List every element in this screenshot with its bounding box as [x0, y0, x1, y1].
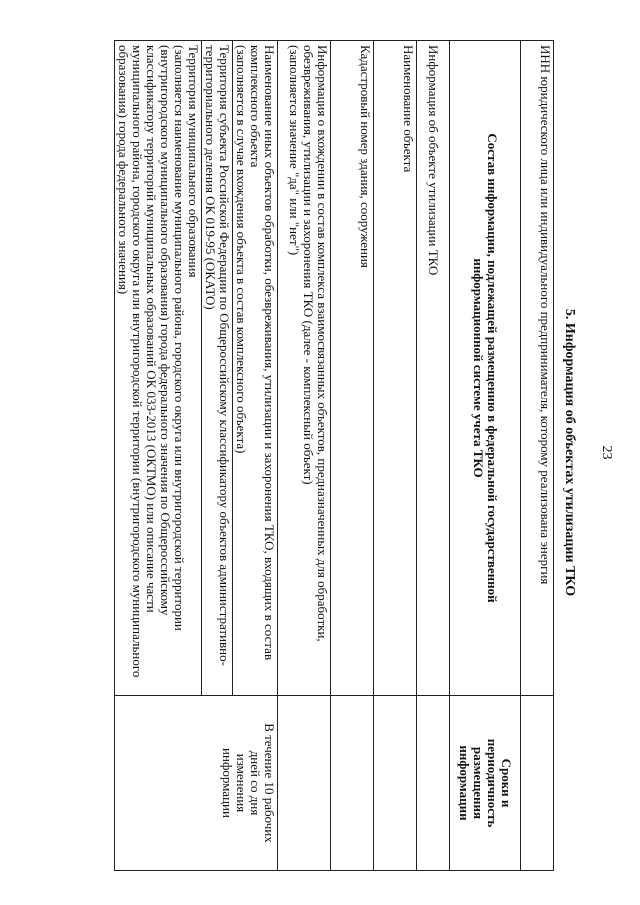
inn-period-cell	[521, 696, 554, 871]
row-complex-membership-text: Информация о вхождении в состав комплекса взаимосвязанных объектов, предназначенных для обработки, обезвреживания, утилизации и захоронения ТКО (далее - комплексный объект)	[301, 45, 330, 642]
row-cadastral-number: Кадастровый номер здания, сооружения	[331, 41, 374, 696]
header-period-line3: размещения	[471, 746, 486, 820]
row-complex-membership	[278, 41, 331, 696]
subheader-cell: Информация об объекте утилизации ТКО	[417, 41, 450, 696]
row-object-name: Наименование объекта	[374, 41, 417, 696]
period-cell-empty	[417, 696, 450, 871]
row-other-objects	[233, 41, 278, 696]
table-row	[417, 41, 450, 871]
row-other-objects-note: (заполняется в случае вхождения объекта в состав комплексного объекта)	[234, 45, 249, 454]
table-row-inn	[521, 41, 554, 871]
header-composition	[450, 41, 521, 696]
header-period	[450, 696, 521, 871]
period-line1: В течение 10 рабочих	[262, 723, 277, 843]
header-period-line1: Сроки и	[499, 758, 514, 808]
period-cell	[115, 696, 278, 871]
row-complex-membership-note: (заполняется значение "да" или "нет")	[287, 45, 302, 256]
table-row	[278, 41, 331, 871]
header-period-line2: периодичность	[485, 738, 500, 828]
page-number: 23	[599, 445, 614, 460]
info-table	[114, 40, 554, 871]
row-other-objects-text: Наименование иных объектов обработки, обезвреживания, утилизации и захоронения ТКО, входящих в состав комплексного объекта	[248, 45, 277, 661]
row-okato: Территория субъекта Российской Федерации по Общероссийскому классификатору объектов административно-территориального деления ОК 019-95 (ОКАТО)	[202, 41, 233, 696]
row-municipality-note: (заполняется наименование муниципального района, городского округа или внутригородской территории (внутригородского муниципального образования) города федерального значения по Общероссийскому классификатору территорий муниципальных образований ОК 033-2013 (ОКТМО) или описание части муниципального района, городского округа или внутригородской территории (внутригородского муниципального образования) города федерального значения)	[116, 45, 187, 678]
table-header-row	[450, 41, 521, 871]
period-line4: информации	[220, 748, 235, 818]
period-cell-empty	[278, 696, 331, 871]
row-municipality	[115, 41, 202, 696]
period-cell-empty	[374, 696, 417, 871]
header-period-line4: информации	[457, 745, 472, 821]
table-row	[374, 41, 417, 871]
period-cell-empty	[331, 696, 374, 871]
table-row	[233, 41, 278, 871]
inn-cell: ИНН юридического лица или индивидуального предпринимателя, которому реализована энергия	[521, 41, 554, 696]
table-row	[331, 41, 374, 871]
header-composition-line1: Состав информации, подлежащей размещению в федеральной государственной	[485, 133, 500, 603]
period-line3: изменения	[234, 753, 249, 813]
header-composition-line2: информационной системе учета ТКО	[471, 258, 486, 478]
row-municipality-text: Территория муниципального образования	[186, 45, 201, 278]
period-line2: дней со дня	[248, 750, 263, 816]
section-title: 5. Информация об объектах утилизации ТКО	[562, 308, 577, 597]
